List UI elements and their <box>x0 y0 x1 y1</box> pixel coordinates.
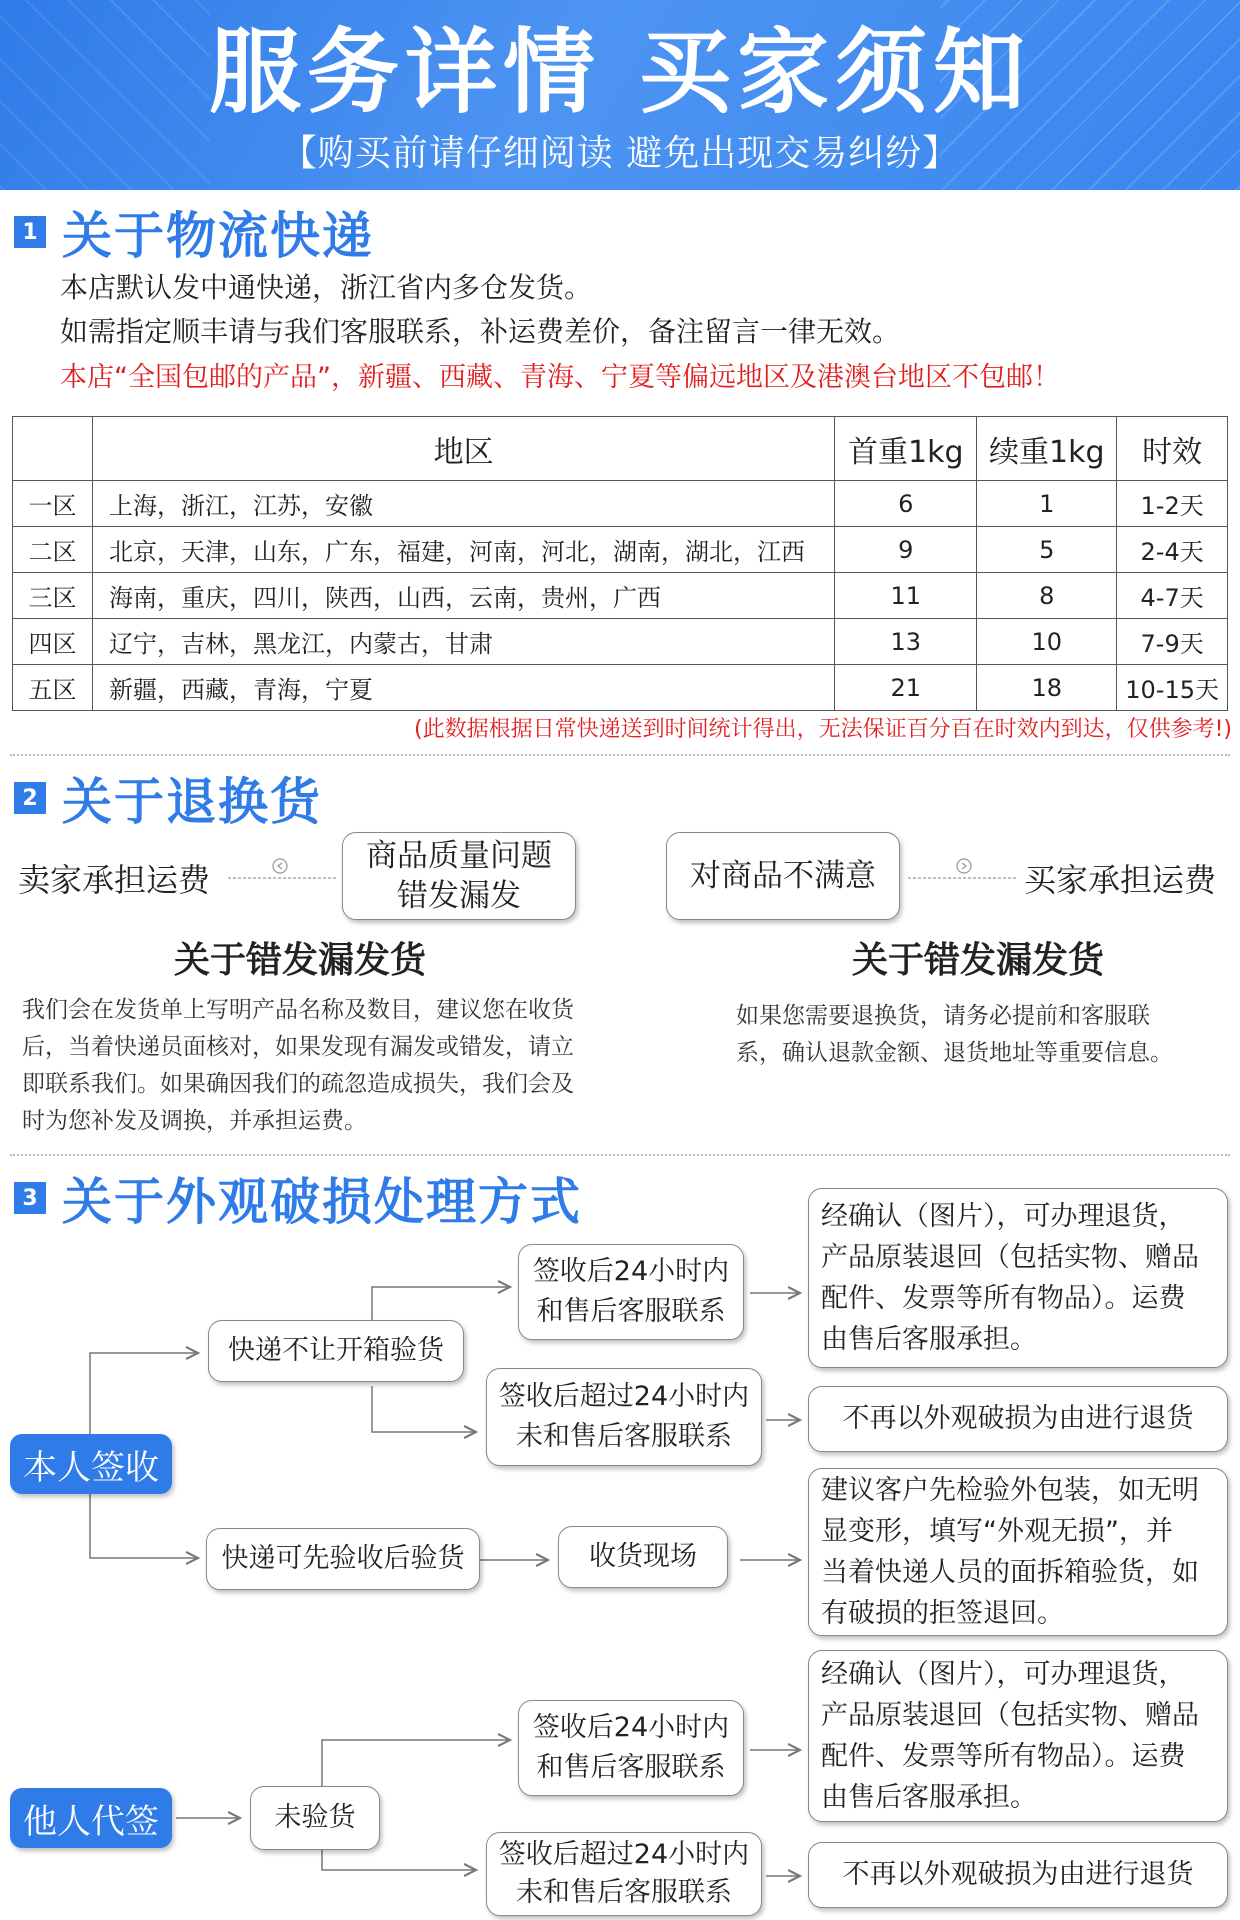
table-header-delivery-time: 时效 <box>1117 417 1228 481</box>
unsatisfied-text: 对商品不满意 <box>690 858 876 894</box>
over-24h-text: 签收后超过24小时内 <box>498 1381 750 1412</box>
table-disclaimer: (此数据根据日常快递送到时间统计得出，无法保证百分百在时效内到达，仅供参考!) <box>414 717 1232 742</box>
zone-cell: 五区 <box>13 665 93 711</box>
right-subheading: 关于错发漏发货 <box>851 940 1104 981</box>
contacted-service-text: 和售后客服联系 <box>536 1752 726 1783</box>
delivery-time-cell: 1-2天 <box>1117 481 1228 527</box>
zone-cell: 三区 <box>13 573 93 619</box>
region-cell: 海南，重庆，四川，陕西，山西，云南，贵州，广西 <box>93 573 835 619</box>
not-checked-box: 未验货 <box>250 1786 380 1850</box>
courier-no-open-box: 快递不让开箱验货 <box>208 1320 464 1382</box>
zone-cell: 二区 <box>13 527 93 573</box>
return-accepted-box <box>808 1188 1228 1368</box>
page-subtitle: 【购买前请仔细阅读 避免出现交易纠纷】 <box>280 133 960 174</box>
first-kg-cell: 11 <box>835 573 977 619</box>
courier-can-check-box: 快递可先验收后验货 <box>206 1528 480 1590</box>
within-24h-box <box>518 1700 744 1796</box>
delivery-time-cell: 7-9天 <box>1117 619 1228 665</box>
region-cell: 北京，天津，山东，广东，福建，河南，河北，湖南，湖北，江西 <box>93 527 835 573</box>
section-title: 关于外观破损处理方式 <box>62 1173 582 1231</box>
delivery-time-cell: 2-4天 <box>1117 527 1228 573</box>
result-line: 当着快递人员的面拆箱验货，如 <box>821 1557 1199 1588</box>
result-line: 产品原装退回（包括实物、赠品 <box>821 1242 1199 1273</box>
logistics-free-shipping-warning: 本店“全国包邮的产品”，新疆、西藏、青海、宁夏等偏远地区及港澳台地区不包邮！ <box>60 362 1060 393</box>
other-sign-tag: 他人代签 <box>10 1788 172 1848</box>
extra-kg-cell: 8 <box>977 573 1117 619</box>
buyer-pays-label: 买家承担运费 <box>1024 861 1217 899</box>
not-contacted-text: 未和售后客服联系 <box>516 1877 732 1908</box>
paragraph-line: 后，当着快递员面核对，如果发现有漏发或错发，请立 <box>22 1034 574 1060</box>
first-kg-cell: 6 <box>835 481 977 527</box>
extra-kg-cell: 1 <box>977 481 1117 527</box>
return-accepted-box <box>808 1650 1228 1822</box>
seller-pays-label: 卖家承担运费 <box>18 861 211 899</box>
section-number-badge: 3 <box>14 1182 46 1214</box>
logistics-default-courier: 本店默认发中通快递，浙江省内多仓发货。 <box>60 271 593 304</box>
result-line: 配件、发票等所有物品）。运费 <box>821 1283 1186 1314</box>
no-return-box: 不再以外观破损为由进行退货 <box>808 1386 1228 1452</box>
result-line: 有破损的拒签退回。 <box>821 1598 1064 1629</box>
result-line: 产品原装退回（包括实物、赠品 <box>821 1700 1199 1731</box>
region-cell: 新疆，西藏，青海，宁夏 <box>93 665 835 711</box>
page-title: 服务详情 买家须知 <box>208 19 1032 126</box>
on-site-box: 收货现场 <box>558 1526 728 1588</box>
section-title: 关于退换货 <box>62 773 322 831</box>
table-header-region: 地区 <box>93 417 835 481</box>
section-number-badge: 2 <box>14 782 46 814</box>
over-24h-box <box>486 1368 762 1466</box>
self-sign-tag: 本人签收 <box>10 1434 172 1494</box>
not-contacted-text: 未和售后客服联系 <box>516 1421 732 1452</box>
region-cell: 上海，浙江，江苏，安徽 <box>93 481 835 527</box>
delivery-time-cell: 4-7天 <box>1117 573 1228 619</box>
delivery-time-cell: 10-15天 <box>1117 665 1228 711</box>
paragraph-line: 即联系我们。如果确因我们的疏忽造成损失，我们会及 <box>22 1071 574 1097</box>
result-line: 由售后客服承担。 <box>821 1324 1037 1355</box>
within-24h-box <box>518 1244 744 1340</box>
first-kg-cell: 21 <box>835 665 977 711</box>
over-24h-text: 签收后超过24小时内 <box>498 1839 750 1870</box>
result-line: 配件、发票等所有物品）。运费 <box>821 1741 1186 1772</box>
extra-kg-cell: 18 <box>977 665 1117 711</box>
result-line: 经确认（图片），可办理退货， <box>821 1659 1186 1690</box>
extra-kg-cell: 10 <box>977 619 1117 665</box>
left-subheading: 关于错发漏发货 <box>173 940 426 981</box>
region-cell: 辽宁，吉林，黑龙江，内蒙古，甘肃 <box>93 619 835 665</box>
contacted-service-text: 和售后客服联系 <box>536 1296 726 1327</box>
within-24h-text: 签收后24小时内 <box>532 1712 730 1743</box>
table-header-extra-kg: 续重1kg <box>977 417 1117 481</box>
section-title: 关于物流快递 <box>62 207 374 265</box>
section-number-badge: 1 <box>14 216 46 248</box>
extra-kg-cell: 5 <box>977 527 1117 573</box>
zone-cell: 四区 <box>13 619 93 665</box>
zone-cell: 一区 <box>13 481 93 527</box>
quality-issue-text: 商品质量问题 <box>366 838 552 874</box>
table-header-first-kg: 首重1kg <box>835 417 977 481</box>
result-line: 显变形，填写“外观无损”，并 <box>821 1516 1173 1547</box>
paragraph-line: 我们会在发货单上写明产品名称及数目，建议您在收货 <box>22 997 574 1023</box>
result-line: 建议客户先检验外包装，如无明 <box>821 1475 1199 1506</box>
within-24h-text: 签收后24小时内 <box>532 1256 730 1287</box>
result-line: 由售后客服承担。 <box>821 1782 1037 1813</box>
logistics-sf-note: 如需指定顺丰请与我们客服联系，补运费差价，备注留言一律无效。 <box>60 315 901 348</box>
paragraph-line: 时为您补发及调换，并承担运费。 <box>22 1108 367 1134</box>
result-line: 经确认（图片），可办理退货， <box>821 1201 1186 1232</box>
first-kg-cell: 13 <box>835 619 977 665</box>
paragraph-line: 系，确认退款金额、退货地址等重要信息。 <box>736 1040 1173 1066</box>
no-return-box: 不再以外观破损为由进行退货 <box>808 1842 1228 1908</box>
over-24h-box <box>486 1832 762 1916</box>
wrong-shipment-text: 错发漏发 <box>397 878 521 914</box>
first-kg-cell: 9 <box>835 527 977 573</box>
paragraph-line: 如果您需要退换货，请务必提前和客服联 <box>736 1003 1150 1029</box>
inspect-package-box <box>808 1468 1228 1636</box>
